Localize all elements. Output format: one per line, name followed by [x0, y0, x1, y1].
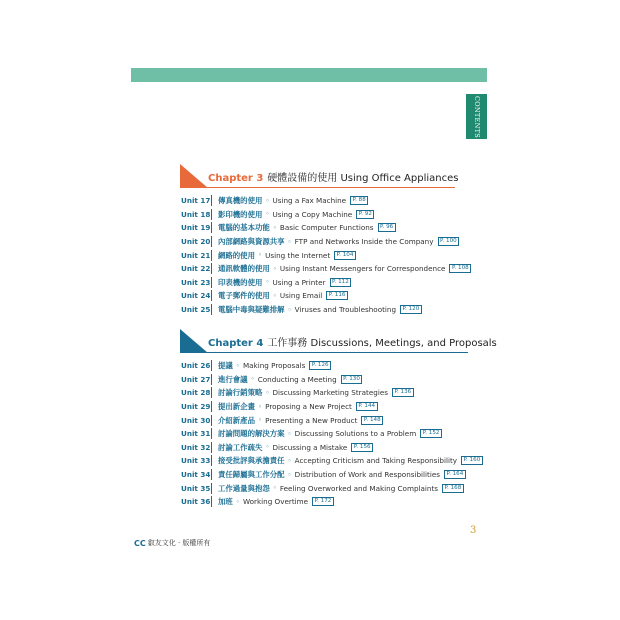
chapter-4-heading — [180, 329, 497, 353]
unit-row[interactable] — [181, 276, 471, 290]
unit-row[interactable] — [181, 262, 471, 276]
unit-number: Unit 18 — [181, 209, 211, 219]
unit-page-ref: P. 156 — [351, 443, 373, 452]
unit-number: Unit 19 — [181, 223, 211, 233]
unit-divider — [211, 304, 212, 315]
unit-separator: ◦ — [257, 402, 263, 411]
unit-title-en: Accepting Criticism and Taking Responsibility — [294, 456, 458, 466]
unit-row[interactable] — [181, 303, 471, 317]
chapter-4-title: 工作事務 Discussions, Meetings, and Proposals — [267, 338, 497, 349]
unit-title-zh: 討論工作疏失 — [218, 442, 263, 452]
unit-row[interactable] — [181, 208, 471, 222]
side-tab-label: CONTENTS — [472, 95, 481, 138]
unit-number: Unit 27 — [181, 374, 211, 384]
unit-title-en: Basic Computer Functions — [279, 223, 374, 233]
unit-row[interactable] — [181, 441, 483, 455]
unit-page-ref: P. 100 — [438, 237, 460, 246]
unit-number: Unit 20 — [181, 237, 211, 247]
unit-page-ref: P. 148 — [361, 416, 383, 425]
unit-title-en: Making Proposals — [242, 361, 306, 371]
unit-separator: ◦ — [272, 264, 277, 273]
page-number: 3 — [470, 525, 477, 536]
unit-title-zh: 加班 — [218, 497, 233, 507]
chapter-3-heading — [180, 164, 459, 188]
unit-number: Unit 35 — [181, 483, 211, 493]
unit-divider — [211, 250, 212, 261]
chapter-4-unit-list — [181, 359, 483, 509]
unit-separator: ◦ — [250, 375, 255, 384]
unit-row[interactable] — [181, 359, 483, 373]
unit-number: Unit 32 — [181, 442, 211, 452]
unit-title-en: Presenting a New Product — [265, 415, 358, 425]
unit-title-en: Working Overtime — [242, 497, 309, 507]
unit-number: Unit 29 — [181, 402, 211, 412]
chapter-3-title: 硬體設備的使用 Using Office Appliances — [267, 173, 459, 184]
unit-title-en: Using the Internet — [265, 250, 331, 260]
unit-divider — [211, 360, 212, 371]
unit-title-en: Using a Fax Machine — [272, 196, 347, 206]
unit-title-zh: 電腦的基本功能 — [218, 223, 270, 233]
unit-number: Unit 36 — [181, 497, 211, 507]
unit-title-zh: 接受批評與承擔責任 — [218, 456, 285, 466]
unit-separator: ◦ — [287, 470, 292, 479]
unit-number: Unit 25 — [181, 305, 211, 315]
unit-page-ref: P. 88 — [350, 196, 368, 205]
unit-title-zh: 提議 — [218, 361, 233, 371]
unit-title-zh: 電腦中毒與疑難排解 — [218, 305, 285, 315]
unit-title-zh: 內部網路與資源共享 — [218, 237, 285, 247]
chapter-4-rule — [180, 352, 468, 354]
chapter-3-rule — [180, 187, 455, 189]
unit-divider — [211, 428, 212, 439]
unit-separator: ◦ — [265, 443, 270, 452]
unit-row[interactable] — [181, 194, 471, 208]
unit-separator: ◦ — [257, 416, 263, 425]
unit-title-en: Discussing Solutions to a Problem — [294, 429, 417, 439]
unit-page-ref: P. 108 — [449, 264, 471, 273]
unit-page-ref: P. 172 — [312, 497, 334, 506]
unit-page-ref: P. 168 — [442, 484, 464, 493]
unit-title-zh: 介紹新產品 — [218, 415, 255, 425]
unit-page-ref: P. 96 — [378, 223, 396, 232]
unit-title-en: Discussing a Mistake — [272, 442, 348, 452]
unit-title-en: Viruses and Troubleshooting — [294, 305, 397, 315]
unit-number: Unit 23 — [181, 277, 211, 287]
unit-divider — [211, 209, 212, 220]
unit-separator: ◦ — [272, 291, 277, 300]
unit-divider — [211, 455, 212, 466]
unit-title-en: Using Email — [279, 291, 323, 301]
unit-title-en: Using a Printer — [272, 277, 326, 287]
unit-divider — [211, 374, 212, 385]
unit-divider — [211, 469, 212, 480]
unit-page-ref: P. 104 — [334, 251, 356, 260]
unit-title-zh: 進行會議 — [218, 374, 248, 384]
unit-title-zh: 影印機的使用 — [218, 209, 263, 219]
publisher-logo: CC — [134, 538, 146, 548]
unit-row[interactable] — [181, 248, 471, 262]
unit-divider — [211, 277, 212, 288]
unit-page-ref: P. 120 — [400, 305, 422, 314]
unit-divider — [211, 222, 212, 233]
unit-number: Unit 28 — [181, 388, 211, 398]
unit-title-zh: 電子郵件的使用 — [218, 291, 270, 301]
unit-page-ref: P. 92 — [356, 210, 374, 219]
unit-page-ref: P. 136 — [392, 388, 414, 397]
publisher-footer — [134, 538, 210, 548]
unit-row[interactable] — [181, 221, 471, 235]
unit-row[interactable] — [181, 495, 483, 509]
unit-page-ref: P. 116 — [326, 291, 348, 300]
unit-separator: ◦ — [287, 305, 292, 314]
unit-number: Unit 26 — [181, 361, 211, 371]
unit-separator: ◦ — [272, 484, 277, 493]
unit-separator: ◦ — [287, 429, 292, 438]
unit-row[interactable] — [181, 468, 483, 482]
unit-separator: ◦ — [257, 251, 263, 260]
unit-divider — [211, 290, 212, 301]
unit-separator: ◦ — [265, 388, 270, 397]
unit-title-en: Using a Copy Machine — [272, 209, 353, 219]
unit-page-ref: P. 126 — [309, 361, 331, 370]
unit-separator: ◦ — [235, 361, 240, 370]
unit-divider — [211, 496, 212, 507]
unit-separator: ◦ — [272, 223, 277, 232]
chapter-3-triangle — [180, 164, 208, 188]
contents-side-tab — [466, 94, 487, 139]
unit-title-zh: 傳真機的使用 — [218, 196, 263, 206]
unit-row[interactable] — [181, 400, 483, 414]
unit-row[interactable] — [181, 413, 483, 427]
unit-number: Unit 34 — [181, 470, 211, 480]
unit-title-en: Feeling Overworked and Making Complaints — [279, 483, 439, 493]
unit-title-zh: 責任歸屬與工作分配 — [218, 470, 285, 480]
unit-page-ref: P. 164 — [444, 470, 466, 479]
unit-page-ref: P. 130 — [341, 375, 363, 384]
unit-number: Unit 17 — [181, 196, 211, 206]
unit-separator: ◦ — [235, 497, 240, 506]
unit-divider — [211, 387, 212, 398]
unit-divider — [211, 483, 212, 494]
publisher-text: 叡友文化 · 版權所有 — [147, 539, 211, 547]
unit-title-en: Proposing a New Project — [265, 402, 352, 412]
unit-page-ref: P. 144 — [356, 402, 378, 411]
unit-title-zh: 討論行銷策略 — [218, 388, 263, 398]
unit-title-zh: 通訊軟體的使用 — [218, 264, 270, 274]
unit-divider — [211, 195, 212, 206]
unit-separator: ◦ — [265, 210, 270, 219]
unit-title-zh: 提出新企畫 — [218, 402, 255, 412]
unit-separator: ◦ — [287, 237, 292, 246]
unit-row[interactable] — [181, 289, 471, 303]
unit-title-zh: 網路的使用 — [218, 250, 255, 260]
chapter-4-triangle — [180, 329, 208, 353]
unit-divider — [211, 442, 212, 453]
unit-page-ref: P. 112 — [330, 278, 352, 287]
chapter-3-number: Chapter 3 — [208, 173, 264, 184]
unit-title-en: Using Instant Messengers for Correspondence — [279, 264, 446, 274]
unit-number: Unit 22 — [181, 264, 211, 274]
chapter-4-number: Chapter 4 — [208, 338, 264, 349]
unit-number: Unit 33 — [181, 456, 211, 466]
unit-title-zh: 印表機的使用 — [218, 277, 263, 287]
unit-divider — [211, 401, 212, 412]
unit-row[interactable] — [181, 454, 483, 468]
unit-title-en: Discussing Marketing Strategies — [272, 388, 388, 398]
unit-row[interactable] — [181, 386, 483, 400]
unit-separator: ◦ — [265, 278, 270, 287]
unit-divider — [211, 236, 212, 247]
unit-divider — [211, 415, 212, 426]
unit-row[interactable] — [181, 481, 483, 495]
unit-title-zh: 工作過量與抱怨 — [218, 483, 270, 493]
chapter-3-unit-list — [181, 194, 471, 316]
header-band — [131, 68, 487, 82]
unit-number: Unit 31 — [181, 429, 211, 439]
unit-page-ref: P. 160 — [461, 456, 483, 465]
unit-separator: ◦ — [287, 456, 292, 465]
unit-row[interactable] — [181, 235, 471, 249]
unit-number: Unit 24 — [181, 291, 211, 301]
unit-number: Unit 30 — [181, 415, 211, 425]
unit-title-en: Conducting a Meeting — [257, 374, 337, 384]
unit-title-zh: 討論問題的解決方案 — [218, 429, 285, 439]
unit-row[interactable] — [181, 373, 483, 387]
unit-divider — [211, 263, 212, 274]
unit-number: Unit 21 — [181, 250, 211, 260]
unit-title-en: FTP and Networks Inside the Company — [294, 237, 434, 247]
unit-separator: ◦ — [265, 196, 270, 205]
unit-title-en: Distribution of Work and Responsibilities — [294, 470, 441, 480]
unit-row[interactable] — [181, 427, 483, 441]
unit-page-ref: P. 152 — [420, 429, 442, 438]
